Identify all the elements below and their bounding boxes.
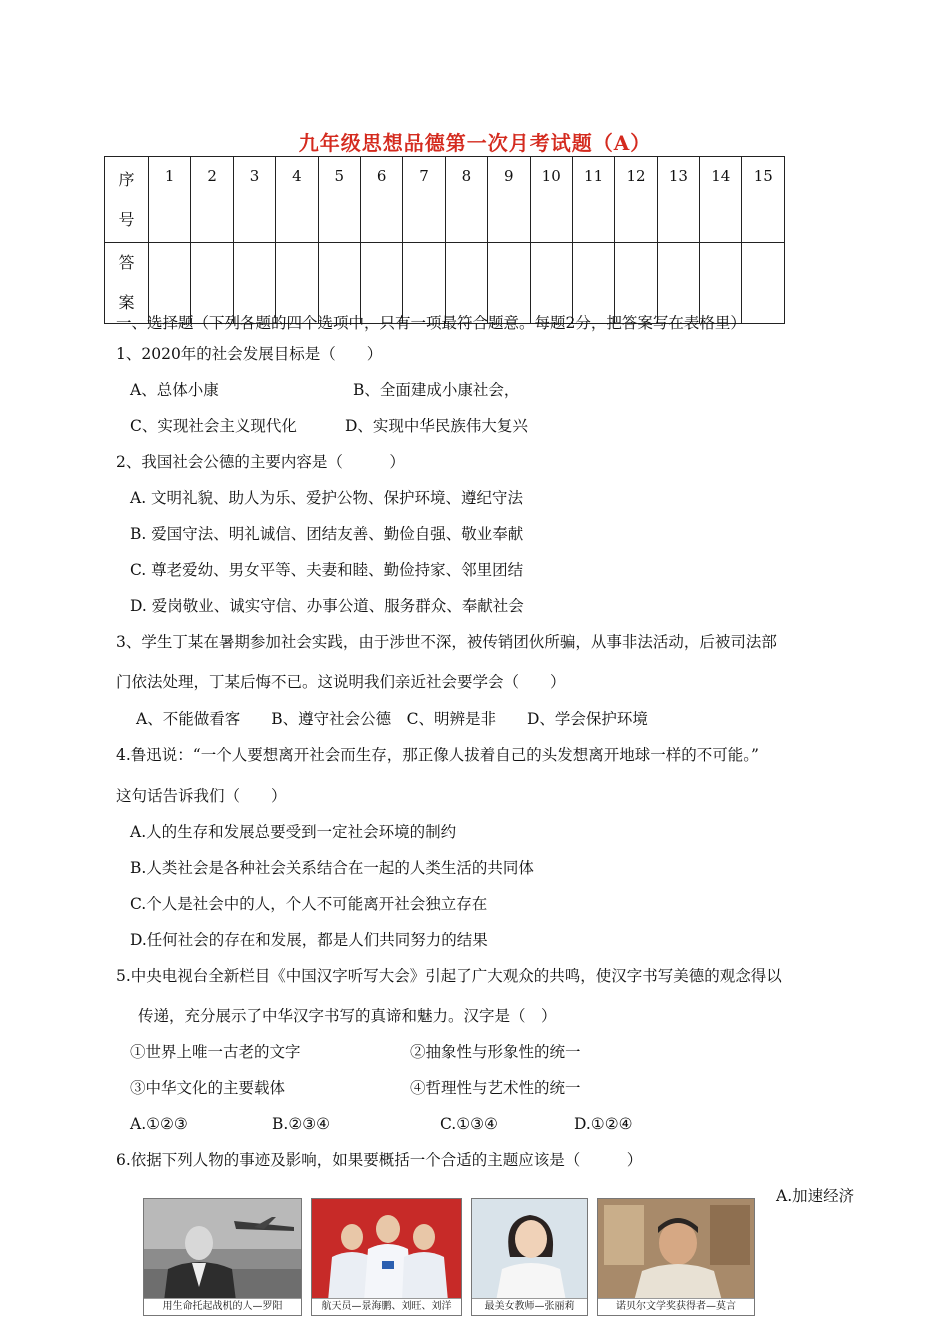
- photo-caption: 最美女教师—张丽莉: [472, 1298, 587, 1315]
- q6-option-a-partial: A.加速经济: [776, 1187, 855, 1205]
- photo-writer-image: [598, 1199, 755, 1301]
- q4-option-b: B.人类社会是各种社会关系结合在一起的人类生活的共同体: [130, 859, 534, 877]
- question-5-stem-1: 5.中央电视台全新栏目《中国汉字听写大会》引起了广大观众的共鸣，使汉字书写美德的观念得以: [116, 967, 782, 985]
- row-label-char: 序: [118, 169, 135, 189]
- q3-options: A、不能做看客 B、遵守社会公德 C、明辨是非 D、学会保护环境: [136, 710, 648, 728]
- answer-cell[interactable]: [233, 243, 275, 324]
- row-label-char: 案: [118, 293, 135, 312]
- q5-option-c: C.①③④: [440, 1115, 498, 1133]
- question-number-cell: 5: [318, 157, 360, 243]
- answer-cell[interactable]: [488, 243, 530, 324]
- question-number-cell: 9: [488, 157, 530, 243]
- photo-caption: 航天员—景海鹏、刘旺、刘洋: [312, 1298, 461, 1315]
- answer-cell[interactable]: [191, 243, 233, 324]
- q1-option-c: C、实现社会主义现代化: [130, 417, 297, 435]
- q2-option-b: B. 爱国守法、明礼诚信、团结友善、勤俭自强、敬业奉献: [130, 525, 524, 543]
- row-label-char: 号: [118, 209, 135, 229]
- question-number-cell: 2: [191, 157, 233, 243]
- q4-option-a: A.人的生存和发展总要受到一定社会环境的制约: [130, 823, 457, 841]
- q4-option-c: C.个人是社会中的人，个人不可能离开社会独立存在: [130, 895, 488, 913]
- question-1-stem: 1、2020年的社会发展目标是（ ）: [116, 345, 383, 363]
- q6-photo-strip: [143, 1198, 755, 1318]
- q5-statement-2: ②抽象性与形象性的统一: [410, 1043, 581, 1061]
- row-label-char: 答: [118, 253, 135, 272]
- q1-option-b: B、全面建成小康社会，: [353, 381, 520, 399]
- question-number-cell: 14: [700, 157, 742, 243]
- question-3-stem-1: 3、学生丁某在暑期参加社会实践，由于涉世不深，被传销团伙所骗，从事非法活动，后被司法部: [116, 633, 777, 651]
- answer-cell[interactable]: [360, 243, 402, 324]
- photo-astronauts-image: [312, 1199, 462, 1301]
- q2-option-c: C. 尊老爱幼、男女平等、夫妻和睦、勤俭持家、邻里团结: [130, 561, 524, 579]
- question-number-cell: 1: [149, 157, 191, 243]
- photo-caption: 诺贝尔文学奖获得者—莫言: [598, 1298, 754, 1315]
- question-4-stem-1: 4.鲁迅说：“一个人要想离开社会而生存，那正像人拔着自己的头发想离开地球一样的不可能。”: [116, 746, 759, 764]
- answer-cell[interactable]: [276, 243, 318, 324]
- exam-title: 九年级思想品德第一次月考试题（A）: [298, 131, 652, 155]
- answer-cell[interactable]: [445, 243, 487, 324]
- question-number-cell: 15: [742, 157, 785, 243]
- answer-cell[interactable]: [572, 243, 614, 324]
- question-number-cell: 12: [615, 157, 657, 243]
- q5-statement-4: ④哲理性与艺术性的统一: [410, 1079, 581, 1097]
- answer-row: [105, 243, 785, 324]
- q5-option-a: A.①②③: [130, 1115, 188, 1133]
- answer-cell[interactable]: [700, 243, 742, 324]
- row-label-number: [105, 157, 149, 243]
- question-number-cell: 8: [445, 157, 487, 243]
- question-3-stem-2: 门依法处理，丁某后悔不已。这说明我们亲近社会要学会（ ）: [116, 673, 566, 691]
- answer-cell[interactable]: [318, 243, 360, 324]
- q5-statement-3: ③中华文化的主要载体: [130, 1079, 286, 1097]
- q1-option-d: D、实现中华民族伟大复兴: [345, 417, 528, 435]
- question-number-cell: 7: [403, 157, 445, 243]
- photo-writer: [597, 1198, 755, 1316]
- q2-option-d: D. 爱岗敬业、诚实守信、办事公道、服务群众、奉献社会: [130, 597, 524, 615]
- question-number-cell: 3: [233, 157, 275, 243]
- photo-luo-yang-image: [144, 1199, 302, 1301]
- number-row: [105, 157, 785, 243]
- section-heading: 一、选择题（下列各题的四个选项中，只有一项最符合题意。每题2分，把答案写在表格里）: [116, 314, 746, 332]
- question-6-stem: 6.依据下列人物的事迹及影响，如果要概括一个合适的主题应该是（ ）: [116, 1151, 643, 1169]
- question-number-cell: 4: [276, 157, 318, 243]
- question-5-stem-2: 传递，充分展示了中华汉字书写的真谛和魅力。汉字是（ ）: [138, 1007, 557, 1025]
- answer-cell[interactable]: [149, 243, 191, 324]
- question-4-stem-2: 这句话告诉我们（ ）: [116, 787, 287, 805]
- question-number-cell: 11: [572, 157, 614, 243]
- answer-cell[interactable]: [615, 243, 657, 324]
- q5-option-b: B.②③④: [272, 1115, 331, 1133]
- photo-luo-yang: [143, 1198, 302, 1316]
- photo-caption: 用生命托起战机的人—罗阳: [144, 1298, 301, 1315]
- photo-teacher-image: [472, 1199, 588, 1301]
- answer-cell[interactable]: [742, 243, 785, 324]
- answer-table: [104, 156, 785, 324]
- q5-option-d: D.①②④: [574, 1115, 633, 1133]
- question-number-cell: 6: [360, 157, 402, 243]
- photo-astronauts: [311, 1198, 462, 1316]
- answer-cell[interactable]: [657, 243, 699, 324]
- q1-option-a: A、总体小康: [130, 381, 219, 399]
- question-number-cell: 10: [530, 157, 572, 243]
- answer-cell[interactable]: [530, 243, 572, 324]
- question-2-stem: 2、我国社会公德的主要内容是（ ）: [116, 453, 405, 471]
- q2-option-a: A. 文明礼貌、助人为乐、爱护公物、保护环境、遵纪守法: [130, 489, 524, 507]
- row-label-answer: [105, 243, 149, 324]
- question-number-cell: 13: [657, 157, 699, 243]
- q5-statement-1: ①世界上唯一古老的文字: [130, 1043, 301, 1061]
- answer-cell[interactable]: [403, 243, 445, 324]
- q4-option-d: D.任何社会的存在和发展，都是人们共同努力的结果: [130, 931, 488, 949]
- photo-teacher: [471, 1198, 588, 1316]
